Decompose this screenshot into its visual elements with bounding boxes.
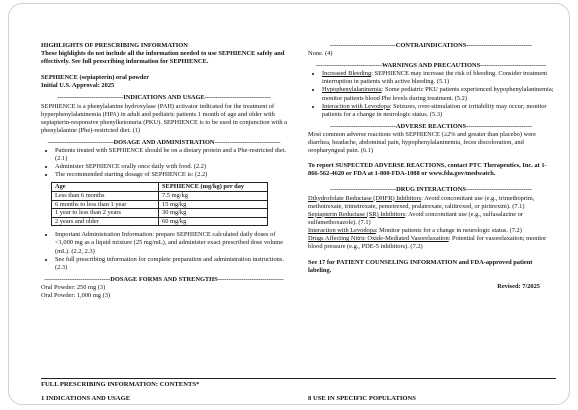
table-cell: Less than 6 months <box>52 192 159 201</box>
table-cell: 15 mg/kg <box>159 200 268 209</box>
warning-label: Interaction with Levodopa <box>322 102 390 110</box>
interaction-item <box>308 195 554 211</box>
interactions-heading: -------------------------------DRUG INTERACTIONS------------------------------- <box>330 186 532 194</box>
dosage-bullets <box>41 147 287 179</box>
contents-item-link[interactable]: 1 INDICATIONS AND USAGE <box>41 395 131 403</box>
list-item: • See full prescribing information for complete preparation and administration instructions. (2.3) <box>55 256 287 272</box>
list-item: • Administer SEPHIENCE orally once daily with food. (2.2) <box>55 163 287 171</box>
table-cell: 60 mg/kg <box>159 217 268 226</box>
adverse-heading: -------------------------------ADVERSE REACTIONS------------------------------- <box>329 122 533 130</box>
indications-text: SEPHIENCE is a phenylalanine hydroxylase (PAH) activator indicated for the treatment of hyperphenylalaninemia (HPA) in adult and pediatric patients 1 month of age and older with sepiapterin-responsive phenylketonuria (PKU). SEPHIENCE is to be used in conjunction with a phenylalanine (Phe)-restricted diet. (1) <box>41 102 287 134</box>
table-cell: 1 year to less than 2 years <box>52 209 159 218</box>
warnings-list <box>308 70 554 119</box>
interaction-label: Dihydrofolate Reductase (DHFR) Inhibitors <box>308 194 422 202</box>
list-item <box>322 103 554 119</box>
table-header-row <box>52 183 268 192</box>
highlights-intro: These highlights do not include all the information needed to use SEPHIENCE safely and effectively. See full prescribing information for SEPHIENCE. <box>41 50 285 66</box>
interaction-label: Sepiapterin Reductase (SR) Inhibitors <box>308 210 406 218</box>
table-row <box>52 200 268 209</box>
interaction-text: : Monitor patients for a change in neurologic status. (7.2) <box>375 226 522 234</box>
contents-left <box>41 381 199 403</box>
warning-label: Increased Bleeding <box>322 70 372 78</box>
product-name: SEPHIENCE (sepiapterin) oral powder <box>41 74 150 82</box>
interaction-item <box>308 227 554 235</box>
table-header: SEPHIENCE (mg/kg) per day <box>159 183 268 192</box>
dosage-bullets-2 <box>41 231 287 271</box>
contraindications-text: None. (4) <box>308 50 333 58</box>
counseling-note: See 17 for PATIENT COUNSELING INFORMATION and FDA-approved patient labeling. <box>308 259 533 275</box>
warning-text: : Some pediatric PKU patients experienced hypophenylalaninemia; monitor patients blood Phe levels during treatment. (5.2) <box>322 86 554 102</box>
dosage-heading: -------------------------------DOSAGE AND ADMINISTRATION------------------------------- <box>47 138 281 146</box>
interaction-item <box>308 235 554 251</box>
table-cell: 2 years and older <box>52 217 159 226</box>
approval-date: Initial U.S. Approval: 2025 <box>41 82 115 90</box>
contents-item-link[interactable]: 8 USE IN SPECIFIC POPULATIONS <box>308 395 416 402</box>
forms-heading: -------------------------------DOSAGE FORMS AND STRENGTHS------------------------------- <box>44 275 284 283</box>
table-header: Age <box>52 183 159 192</box>
left-column <box>41 42 287 300</box>
section-divider <box>41 378 556 379</box>
list-item: • Important Administration Information: prepare SEPHIENCE calculated daily doses of <1,000 mg as a liquid mixture (25 mg/mL), and administer exact prescribed dose volume (mL). (2.2, 2.3) <box>55 231 287 255</box>
adverse-report: To report SUSPECTED ADVERSE REACTIONS, contact PTC Therapeutics, Inc. at 1-866-562-4620 or FDA at 1-800-FDA-1088 or www.fda.gov/medwatch. <box>308 162 547 178</box>
table-cell: 7.5 mg/kg <box>159 192 268 201</box>
highlights-title: HIGHLIGHTS OF PRESCRIBING INFORMATION <box>41 42 188 49</box>
revised-date: Revised: 7/2025 <box>497 283 540 291</box>
adverse-text: Most common adverse reactions with SEPHIENCE (≥2% and greater than placebo) were diarrhea, headache, abdominal pain, hypophenylalaninemia, feces discoloration, and oropharyngeal pain. (6.1) <box>308 130 536 155</box>
contents-title: FULL PRESCRIBING INFORMATION: CONTENTS* <box>41 381 200 388</box>
interaction-label: Interaction with Levodopa <box>308 226 376 234</box>
contraindications-heading: -------------------------------CONTRAINDICATIONS------------------------------- <box>329 42 533 49</box>
contents-right <box>308 395 416 403</box>
warnings-heading: -------------------------------WARNINGS AND PRECAUTIONS------------------------------- <box>315 62 547 70</box>
table-row <box>52 209 268 218</box>
list-item: • Patients treated with SEPHIENCE should be on a dietary protein and a Phe-restricted diet. (2.1) <box>55 147 287 163</box>
table-row <box>52 192 268 201</box>
interaction-item <box>308 211 554 227</box>
warning-label: Hypophenylalaninemia <box>322 86 382 94</box>
list-item <box>322 70 554 86</box>
warning-text: : SEPHIENCE may increase the risk of bleeding. Consider treatment interruption in patients with active bleeding. (5.1) <box>322 70 548 86</box>
table-row <box>52 217 268 226</box>
interaction-text: : Potential for vasorelaxation; monitor blood pressure (e.g., PDE-5 inhibitors). (7.2) <box>308 234 547 251</box>
list-item: • The recommended starting dosage of SEPHIENCE is: (2.2) <box>55 171 287 179</box>
forms-line: Oral Powder: 1,000 mg (3) <box>41 292 111 300</box>
document-page <box>8 3 570 405</box>
interaction-text: : Avoid concomitant use (e.g., trimethoprim, methotrexate, trimetrexate, pemetrexed, pralatrexate, raltitrexed, or piritrexim). (7.1) <box>308 194 535 210</box>
table-cell: 6 months to less than 1 year <box>52 200 159 209</box>
interaction-label: Drugs Affecting Nitric Oxide-Mediated Vasorelaxation <box>308 234 449 242</box>
interaction-text: : Avoid concomitant use (e.g., sulfasalazine or sulfamethoxazole). (7.1) <box>308 210 523 226</box>
table-cell: 30 mg/kg <box>159 209 268 218</box>
right-column <box>308 42 554 291</box>
list-item <box>322 86 554 102</box>
warning-text: : Seizures, over-stimulation or irritability may occur; monitor patients for a change in neurologic status. (5.3) <box>322 102 547 118</box>
forms-line: Oral Powder: 250 mg (3) <box>41 283 106 291</box>
indications-heading: -------------------------------INDICATIONS AND USAGE------------------------------- <box>57 94 271 102</box>
dosage-table <box>51 182 268 226</box>
